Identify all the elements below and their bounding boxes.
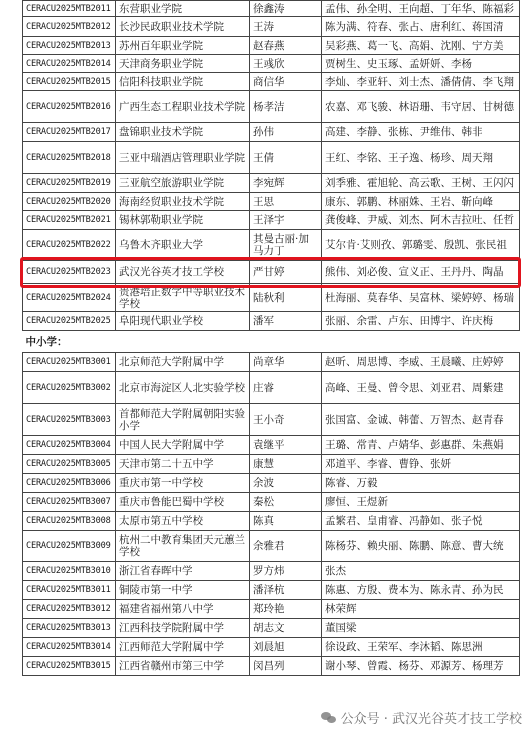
- table-row: [23, 1, 520, 17]
- project-code-cell: CERACU2025MTB3004: [23, 436, 116, 455]
- members-cell: 孟伟、孙全明、王向超、丁年华、陈福彩: [322, 1, 520, 17]
- project-code-cell: CERACU2025MTB2014: [23, 55, 116, 73]
- leader-cell: 刘晨旭: [250, 638, 322, 657]
- project-code-cell: CERACU2025MTB2024: [23, 284, 116, 312]
- project-code-cell: CERACU2025MTB3009: [23, 531, 116, 562]
- table-row: [23, 261, 520, 284]
- members-cell: 陈杨芬、赖央丽、陈鹏、陈意、曹大统: [322, 531, 520, 562]
- leader-cell: 孙伟: [250, 123, 322, 142]
- school-rows: [23, 353, 520, 676]
- leader-cell: 王小奇: [250, 404, 322, 436]
- leader-cell: 胡志文: [250, 619, 322, 638]
- school-name-cell: 中国人民大学附属中学: [116, 436, 250, 455]
- members-cell: 李灿、李亚轩、刘士杰、潘倩倩、李飞翔: [322, 73, 520, 91]
- award-table: [22, 0, 520, 676]
- members-cell: 康东、郭鹏、林丽姝、王岩、靳向峰: [322, 193, 520, 211]
- table-row: [23, 562, 520, 581]
- table-row: [23, 372, 520, 404]
- leader-cell: 康慧: [250, 455, 322, 474]
- members-cell: 贾树生、史玉琢、孟妍妍、李杨: [322, 55, 520, 73]
- leader-cell: 闵昌列: [250, 657, 322, 676]
- table-row: [23, 284, 520, 312]
- school-name-cell: 锡林郭勒职业学院: [116, 211, 250, 230]
- leader-cell: 陆秋利: [250, 284, 322, 312]
- table-row: [23, 55, 520, 73]
- school-name-cell: 长沙民政职业技术学院: [116, 17, 250, 37]
- school-name-cell: 江西省赣州市第三中学: [116, 657, 250, 676]
- project-code-cell: CERACU2025MTB2025: [23, 312, 116, 331]
- project-code-cell: CERACU2025MTB3003: [23, 404, 116, 436]
- school-name-cell: 杭州二中教育集团天元蕙兰学校: [116, 531, 250, 562]
- school-name-cell: 三亚中瑞酒店管理职业学院: [116, 142, 250, 174]
- project-code-cell: CERACU2025MTB3015: [23, 657, 116, 676]
- project-code-cell: CERACU2025MTB2012: [23, 17, 116, 37]
- school-name-cell: 福建省福州第八中学: [116, 600, 250, 619]
- project-code-cell: CERACU2025MTB3007: [23, 493, 116, 512]
- table-row: [23, 142, 520, 174]
- table-row: [23, 193, 520, 211]
- leader-cell: 尚章华: [250, 353, 322, 372]
- members-cell: 邓道平、李睿、曹铮、张妍: [322, 455, 520, 474]
- members-cell: 艾尔肯·艾则孜、郭璐雯、殷凯、张民祖: [322, 230, 520, 261]
- project-code-cell: CERACU2025MTB3006: [23, 474, 116, 493]
- school-name-cell: 铜陵市第一中学: [116, 581, 250, 600]
- leader-cell: 秦松: [250, 493, 322, 512]
- vocational-rows: [23, 1, 520, 261]
- members-cell: 龚俊峰、尹威、刘杰、阿木吉拉吐、任哲: [322, 211, 520, 230]
- school-name-cell: 重庆市鲁能巴蜀中学校: [116, 493, 250, 512]
- school-name-cell: 三亚航空旅游职业学院: [116, 174, 250, 193]
- members-cell: 杜海丽、莫春华、吴富林、梁婷婷、杨瑞: [322, 284, 520, 312]
- section-title: 中小学：: [23, 331, 520, 353]
- leader-cell: 李宛辉: [250, 174, 322, 193]
- school-name-cell: 江西师范大学附属中学: [116, 638, 250, 657]
- table-row: [23, 619, 520, 638]
- highlighted-rows: [23, 261, 520, 284]
- school-name-cell: 信阳科技职业学院: [116, 73, 250, 91]
- school-name-cell: 天津商务职业学院: [116, 55, 250, 73]
- leader-cell: 王彧欣: [250, 55, 322, 73]
- table-row: [23, 455, 520, 474]
- wechat-icon: [321, 711, 337, 724]
- table-row: [23, 312, 520, 331]
- leader-cell: 王泽宇: [250, 211, 322, 230]
- school-name-cell: 天津市第二十五中学: [116, 455, 250, 474]
- school-name-cell: 阜阳现代职业学校: [116, 312, 250, 331]
- members-cell: 董国梁: [322, 619, 520, 638]
- school-name-cell: 苏州百年职业学院: [116, 37, 250, 55]
- leader-cell: 罗方炜: [250, 562, 322, 581]
- members-cell: 张丽、余雷、卢东、田博宇、许庆梅: [322, 312, 520, 331]
- leader-cell: 余波: [250, 474, 322, 493]
- school-name-cell: 盘锦职业技术学院: [116, 123, 250, 142]
- members-cell: 孟繁君、皇甫睿、冯静如、张子悦: [322, 512, 520, 531]
- table-row: [23, 474, 520, 493]
- leader-cell: 徐鑫涛: [250, 1, 322, 17]
- leader-cell: 潘泽杭: [250, 581, 322, 600]
- members-cell: 张国富、金诚、韩蕾、万智杰、赵青春: [322, 404, 520, 436]
- members-cell: 刘季雅、霍旭轮、高云歌、王树、王闪闪: [322, 174, 520, 193]
- table-row: [23, 493, 520, 512]
- project-code-cell: CERACU2025MTB3010: [23, 562, 116, 581]
- school-name-cell: 首都师范大学附属朝阳实验小学: [116, 404, 250, 436]
- table-row: [23, 123, 520, 142]
- school-name-cell: 武汉光谷英才技工学校: [116, 261, 250, 284]
- table-row: [23, 436, 520, 455]
- school-name-cell: 北京市海淀区人北实验学校: [116, 372, 250, 404]
- table-row: [23, 581, 520, 600]
- table-row: [23, 657, 520, 676]
- project-code-cell: CERACU2025MTB2020: [23, 193, 116, 211]
- leader-cell: 王倩: [250, 142, 322, 174]
- leader-cell: 赵春燕: [250, 37, 322, 55]
- members-cell: 陈睿、万毅: [322, 474, 520, 493]
- table-row: [23, 531, 520, 562]
- table-row: [23, 91, 520, 123]
- leader-cell: 商信华: [250, 73, 322, 91]
- table-row: [23, 404, 520, 436]
- section-row: [23, 331, 520, 353]
- project-code-cell: CERACU2025MTB2018: [23, 142, 116, 174]
- leader-cell: 余雅君: [250, 531, 322, 562]
- school-name-cell: 北京师范大学附属中学: [116, 353, 250, 372]
- project-code-cell: CERACU2025MTB2021: [23, 211, 116, 230]
- school-name-cell: 重庆市第一中学校: [116, 474, 250, 493]
- leader-cell: 陈真: [250, 512, 322, 531]
- vocational-rows-tail: [23, 284, 520, 331]
- project-code-cell: CERACU2025MTB3011: [23, 581, 116, 600]
- watermark-text: 公众号 · 武汉光谷英才技工学校: [340, 712, 522, 727]
- table-row: [23, 512, 520, 531]
- school-name-cell: 太原市第五中学校: [116, 512, 250, 531]
- members-cell: 赵昕、周思博、李威、王晨曦、庄婷婷: [322, 353, 520, 372]
- leader-cell: 其曼古丽·加马力丁: [250, 230, 322, 261]
- table-row: [23, 17, 520, 37]
- school-name-cell: 广西生态工程职业技术学院: [116, 91, 250, 123]
- table-row: [23, 353, 520, 372]
- members-cell: 陈为满、符春、张占、唐利红、蒋国清: [322, 17, 520, 37]
- members-cell: 王红、李铭、王子逸、杨珍、周天翔: [322, 142, 520, 174]
- table-row: [23, 37, 520, 55]
- school-name-cell: 江西科技学院附属中学: [116, 619, 250, 638]
- school-name-cell: 贵港培正数字中等职业技术学校: [116, 284, 250, 312]
- table-row: [23, 174, 520, 193]
- project-code-cell: CERACU2025MTB3014: [23, 638, 116, 657]
- project-code-cell: CERACU2025MTB3013: [23, 619, 116, 638]
- leader-cell: 庄睿: [250, 372, 322, 404]
- table-row: [23, 230, 520, 261]
- project-code-cell: CERACU2025MTB3002: [23, 372, 116, 404]
- table-row: [23, 638, 520, 657]
- project-code-cell: CERACU2025MTB2011: [23, 1, 116, 17]
- leader-cell: 袁继平: [250, 436, 322, 455]
- members-cell: 张杰: [322, 562, 520, 581]
- project-code-cell: CERACU2025MTB3005: [23, 455, 116, 474]
- table-row: [23, 211, 520, 230]
- school-name-cell: 浙江省春晖中学: [116, 562, 250, 581]
- award-list-document: [22, 0, 519, 676]
- leader-cell: 杨孝洁: [250, 91, 322, 123]
- project-code-cell: CERACU2025MTB2019: [23, 174, 116, 193]
- table-row: [23, 600, 520, 619]
- table-row: [23, 73, 520, 91]
- leader-cell: 王思: [250, 193, 322, 211]
- project-code-cell: CERACU2025MTB3008: [23, 512, 116, 531]
- school-name-cell: 乌鲁木齐职业大学: [116, 230, 250, 261]
- project-code-cell: CERACU2025MTB2023: [23, 261, 116, 284]
- leader-cell: 郑玲艳: [250, 600, 322, 619]
- leader-cell: 潘军: [250, 312, 322, 331]
- members-cell: 熊伟、刘必俊、宣义正、王丹丹、陶晶: [322, 261, 520, 284]
- members-cell: 陈惠、方殷、费本为、陈永青、孙为民: [322, 581, 520, 600]
- project-code-cell: CERACU2025MTB3001: [23, 353, 116, 372]
- project-code-cell: CERACU2025MTB2022: [23, 230, 116, 261]
- members-cell: 谢小琴、曾霞、杨芬、邓源芳、杨理芳: [322, 657, 520, 676]
- section-header: [23, 331, 520, 353]
- members-cell: 林荣辉: [322, 600, 520, 619]
- leader-cell: 王涛: [250, 17, 322, 37]
- school-name-cell: 海南经贸职业技术学院: [116, 193, 250, 211]
- leader-cell: 严甘婷: [250, 261, 322, 284]
- members-cell: 高峰、王曼、曾令思、刘亚君、周紫建: [322, 372, 520, 404]
- project-code-cell: CERACU2025MTB2016: [23, 91, 116, 123]
- school-name-cell: 东营职业学院: [116, 1, 250, 17]
- project-code-cell: CERACU2025MTB2015: [23, 73, 116, 91]
- project-code-cell: CERACU2025MTB3012: [23, 600, 116, 619]
- members-cell: 高建、李静、张栋、尹维伟、韩非: [322, 123, 520, 142]
- members-cell: 王璐、常青、卢婧华、彭惠群、朱燕娟: [322, 436, 520, 455]
- project-code-cell: CERACU2025MTB2017: [23, 123, 116, 142]
- members-cell: 吴彩燕、葛一飞、高娟、沈刚、宁方美: [322, 37, 520, 55]
- project-code-cell: CERACU2025MTB2013: [23, 37, 116, 55]
- members-cell: 廖恒、王煜新: [322, 493, 520, 512]
- watermark: [321, 708, 522, 727]
- members-cell: 农嘉、邓飞骏、林语珊、韦守居、甘树德: [322, 91, 520, 123]
- members-cell: 徐设政、王荣军、李沐韬、陈思洲: [322, 638, 520, 657]
